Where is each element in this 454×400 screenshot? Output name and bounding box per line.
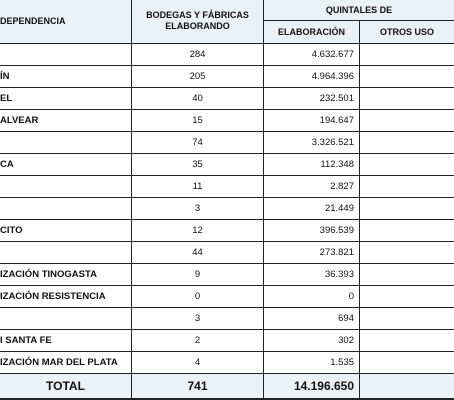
- table-row: [0, 352, 454, 374]
- table-row: [0, 264, 454, 286]
- row-bodegas: 15: [132, 110, 264, 131]
- row-otros: [360, 88, 454, 109]
- row-dependencia: IZACIÓN MAR DEL PLATA: [0, 352, 132, 373]
- row-dependencia: [0, 132, 132, 153]
- header-quintales-group: [264, 0, 454, 43]
- total-label: TOTAL: [0, 374, 132, 398]
- row-dependencia: [0, 176, 132, 197]
- table-row: [0, 286, 454, 308]
- row-otros: [360, 242, 454, 263]
- table-row: [0, 330, 454, 352]
- row-bodegas: 40: [132, 88, 264, 109]
- row-otros: [360, 308, 454, 329]
- header-otros-usos: OTROS USO: [379, 27, 434, 37]
- table-row: [0, 308, 454, 330]
- row-dependencia: CITO: [0, 220, 132, 241]
- row-bodegas: 11: [132, 176, 264, 197]
- table-row: [0, 176, 454, 198]
- row-elaboracion: 36.393: [264, 264, 360, 285]
- row-dependencia: [0, 44, 132, 65]
- row-bodegas: 35: [132, 154, 264, 175]
- row-bodegas: 3: [132, 198, 264, 219]
- row-otros: [360, 66, 454, 87]
- row-bodegas: 0: [132, 286, 264, 307]
- row-dependencia: CA: [0, 154, 132, 175]
- row-elaboracion: 0: [264, 286, 360, 307]
- total-otros: [360, 374, 454, 398]
- row-elaboracion: 1.535: [264, 352, 360, 373]
- table-row: [0, 110, 454, 132]
- row-bodegas: 44: [132, 242, 264, 263]
- header-bodegas-line2: ELABORANDO: [165, 21, 230, 31]
- row-elaboracion: 21.449: [264, 198, 360, 219]
- total-row: [0, 374, 454, 400]
- table-row: [0, 132, 454, 154]
- table-row: [0, 66, 454, 88]
- row-otros: [360, 110, 454, 131]
- row-elaboracion: 232.501: [264, 88, 360, 109]
- row-elaboracion: 396.539: [264, 220, 360, 241]
- row-elaboracion: 694: [264, 308, 360, 329]
- row-dependencia: ALVEAR: [0, 110, 132, 131]
- row-otros: [360, 198, 454, 219]
- table-header: [0, 0, 454, 44]
- row-otros: [360, 330, 454, 351]
- table-row: [0, 242, 454, 264]
- table-row: [0, 220, 454, 242]
- row-bodegas: 74: [132, 132, 264, 153]
- row-dependencia: [0, 198, 132, 219]
- row-elaboracion: 4.964.396: [264, 66, 360, 87]
- header-bodegas: [132, 0, 264, 43]
- row-elaboracion: 302: [264, 330, 360, 351]
- row-dependencia: [0, 308, 132, 329]
- table-row: [0, 44, 454, 66]
- row-dependencia: I SANTA FE: [0, 330, 132, 351]
- row-bodegas: 205: [132, 66, 264, 87]
- row-elaboracion: 273.821: [264, 242, 360, 263]
- row-bodegas: 12: [132, 220, 264, 241]
- row-elaboracion: 2.827: [264, 176, 360, 197]
- row-elaboracion: 4.632.677: [264, 44, 360, 65]
- row-bodegas: 4: [132, 352, 264, 373]
- table-row: [0, 198, 454, 220]
- row-bodegas: 9: [132, 264, 264, 285]
- row-otros: [360, 44, 454, 65]
- row-dependencia: IZACIÓN TINOGASTA: [0, 264, 132, 285]
- total-bodegas: 741: [132, 374, 264, 398]
- header-quintales: QUINTALES DE: [264, 0, 454, 21]
- total-elaboracion: 14.196.650: [264, 374, 360, 398]
- row-bodegas: 3: [132, 308, 264, 329]
- row-otros: [360, 220, 454, 241]
- header-bodegas-line1: BODEGAS Y FÁBRICAS: [146, 10, 249, 20]
- row-dependencia: EL: [0, 88, 132, 109]
- row-dependencia: ÍN: [0, 66, 132, 87]
- row-dependencia: [0, 242, 132, 263]
- row-elaboracion: 194.647: [264, 110, 360, 131]
- header-elaboracion: ELABORACIÓN: [264, 21, 360, 43]
- row-dependencia: IZACIÓN RESISTENCIA: [0, 286, 132, 307]
- header-dependencia: DEPENDENCIA: [0, 0, 132, 43]
- row-elaboracion: 112.348: [264, 154, 360, 175]
- table-body: [0, 44, 454, 374]
- row-bodegas: 284: [132, 44, 264, 65]
- row-otros: [360, 176, 454, 197]
- table-row: [0, 154, 454, 176]
- row-otros: [360, 264, 454, 285]
- row-elaboracion: 3.326.521: [264, 132, 360, 153]
- row-otros: [360, 286, 454, 307]
- table-row: [0, 88, 454, 110]
- row-bodegas: 2: [132, 330, 264, 351]
- row-otros: [360, 154, 454, 175]
- row-otros: [360, 132, 454, 153]
- row-otros: [360, 352, 454, 373]
